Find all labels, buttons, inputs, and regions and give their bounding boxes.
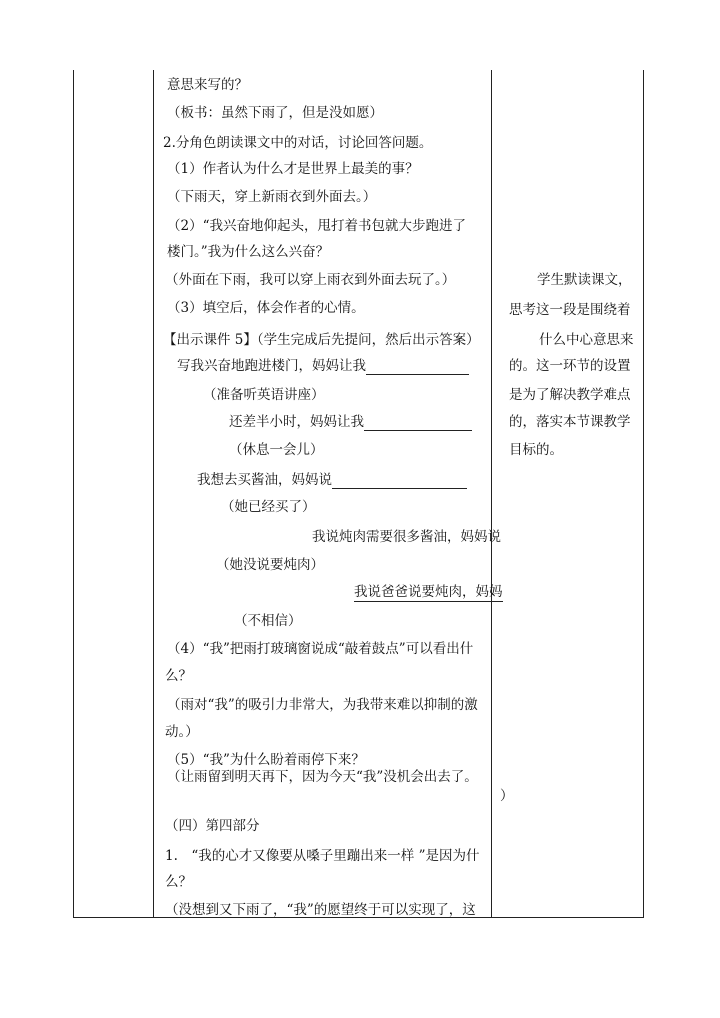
main-line: （她没说要炖肉） xyxy=(216,557,324,573)
fill-prompt: 写我兴奋地跑进楼门，妈妈让我 xyxy=(177,358,366,374)
main-line: 楼门。”我为什么这么兴奋？ xyxy=(167,244,330,260)
note-line: 学生默读课文， xyxy=(537,272,632,288)
table-divider-2 xyxy=(491,70,492,918)
main-line: 我说爸爸说要炖肉，妈妈 xyxy=(354,584,503,600)
table-left-border xyxy=(73,70,74,918)
fill-prompt: 还差半小时，妈妈让我 xyxy=(229,414,364,430)
main-line: （雨对“我”的吸引力非常大，为我带来难以抑制的激 xyxy=(167,697,478,713)
table-right-border xyxy=(643,70,644,918)
main-line: （1）作者认为什么才是世界上最美的事？ xyxy=(167,161,419,177)
note-line: 的。这一环节的设置 xyxy=(509,358,631,374)
note-line: 思考这一段是围绕着 xyxy=(509,302,631,318)
main-line: 意思来写的？ xyxy=(167,77,248,93)
main-line: 么？ xyxy=(165,668,192,684)
main-line: （2）“我兴奋地仰起头，甩打着书包就大步跑进了 xyxy=(167,218,466,234)
main-line: 1. “我的心才又像要从嗓子里蹦出来一样 ”是因为什 xyxy=(165,848,480,864)
main-line: （让雨留到明天再下，因为今天“我”没机会出去了。 xyxy=(167,769,478,785)
main-line: 么？ xyxy=(165,874,192,890)
main-line: （没想到又下雨了，“我”的愿望终于可以实现了，这 xyxy=(165,902,476,918)
main-line: （不相信） xyxy=(234,613,302,629)
main-line: （4）“我”把雨打玻璃窗说成“敲着鼓点”可以看出什 xyxy=(167,641,474,657)
note-line: 目标的。 xyxy=(509,442,563,458)
main-line: 2.分角色朗读课文中的对话，讨论回答问题。 xyxy=(163,135,433,151)
main-line: （板书：虽然下雨了，但是没如愿） xyxy=(167,105,383,121)
answer-blank xyxy=(364,415,472,431)
note-line: 的，落实本节课教学 xyxy=(509,414,631,430)
note-line: 是为了解决教学难点 xyxy=(509,387,631,403)
main-line: （5）“我”为什么盼着雨停下来？ xyxy=(167,752,365,768)
main-line: 动。） xyxy=(165,724,199,740)
main-line: （3）填空后，体会作者的心情。 xyxy=(167,300,365,316)
main-line: ） xyxy=(500,788,514,804)
answer-blank xyxy=(332,473,467,489)
main-line: （下雨天，穿上新雨衣到外面去。） xyxy=(167,189,377,205)
main-line: （准备听英语讲座） xyxy=(203,387,325,403)
fill-prompt: 我想去买酱油，妈妈说 xyxy=(197,472,332,488)
answer-blank xyxy=(366,359,469,375)
main-line: （她已经买了） xyxy=(221,499,316,515)
main-line: 【出示课件 5】（学生完成后先提问，然后出示答案） xyxy=(163,332,480,348)
note-line: 什么中心意思来 xyxy=(539,332,634,348)
main-line: （四）第四部分 xyxy=(165,818,260,834)
fill-blank-row xyxy=(197,471,467,489)
main-line: （外面在下雨，我可以穿上雨衣到外面去玩了。） xyxy=(165,272,456,288)
fill-blank-row xyxy=(177,357,469,375)
table-divider-1 xyxy=(153,70,154,918)
main-line: （休息一会儿） xyxy=(229,442,324,458)
fill-blank-row xyxy=(229,413,472,431)
main-line: 我说炖肉需要很多酱油，妈妈说 xyxy=(312,529,501,545)
